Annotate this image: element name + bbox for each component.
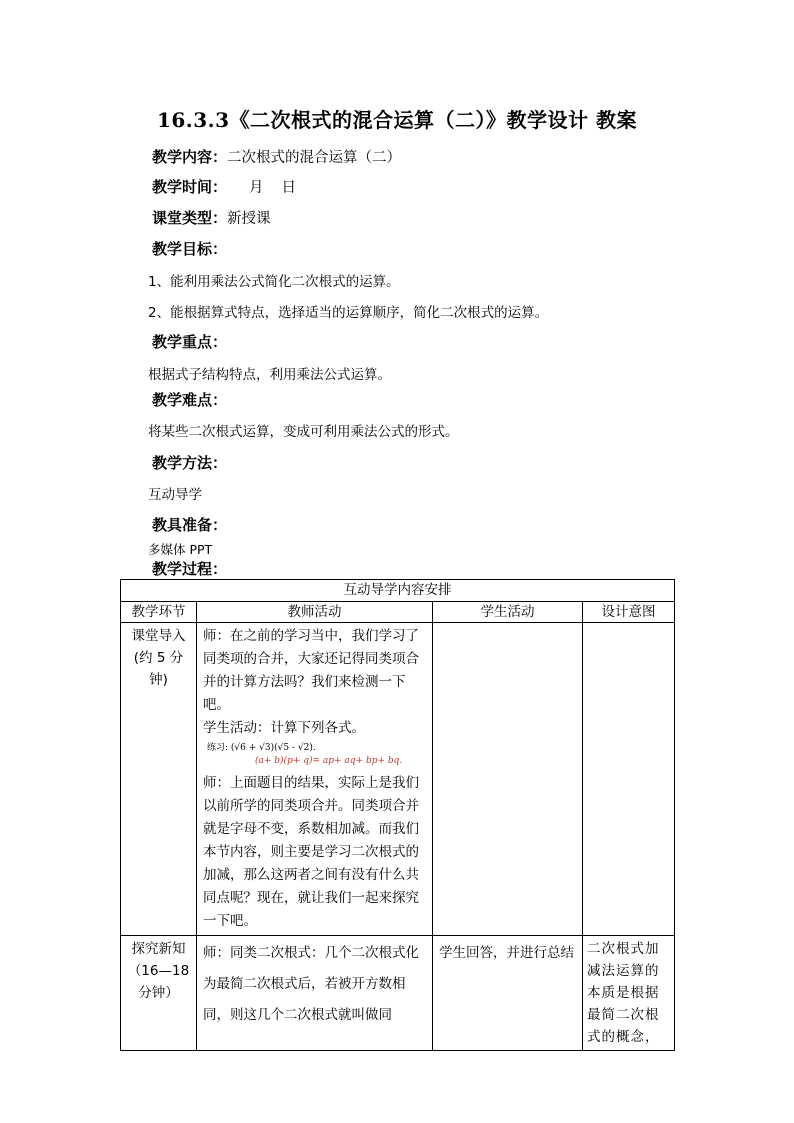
design-intent-cell <box>583 623 675 936</box>
table-row <box>121 623 675 936</box>
goals-heading: 教学目标： <box>152 240 228 258</box>
design-intent-cell: 二次根式加减法运算的本质是根据最简二次根式的概念， <box>583 936 675 1051</box>
methods-text: 互动导学 <box>148 487 202 503</box>
student-activity-cell: 学生回答，并进行总结 <box>433 936 583 1051</box>
time-label: 教学时间： <box>152 178 228 196</box>
stage-cell: 课堂导入(约 5 分钟) <box>121 623 197 936</box>
teacher-activity-cell: 师：同类二次根式：几个二次根式化为最简二次根式后，若被开方数相同，则这几个二次根式就叫做同 <box>197 936 433 1051</box>
class-type-line <box>152 207 271 228</box>
process-table <box>120 579 675 1051</box>
methods-heading: 教学方法： <box>152 454 228 472</box>
class-type-value: 新授课 <box>227 211 271 227</box>
stage-cell: 探究新知（16—18 分钟） <box>121 936 197 1051</box>
header-stage: 教学环节 <box>121 602 197 623</box>
table-row <box>121 936 675 1051</box>
goal-item-1: 1、能利用乘法公式简化二次根式的运算。 <box>148 274 400 290</box>
time-line <box>152 176 296 197</box>
difficulties-heading: 教学难点： <box>152 391 228 409</box>
time-month: 月 <box>249 180 264 196</box>
formula-label: 练习: <box>207 743 229 753</box>
practice-formula <box>207 742 426 768</box>
content-value: 二次根式的混合运算（二） <box>227 150 402 166</box>
key-points-heading: 教学重点： <box>152 333 228 351</box>
content-label: 教学内容： <box>152 148 228 166</box>
tools-heading: 教具准备： <box>152 516 228 534</box>
table-header-row <box>121 602 675 623</box>
table-caption: 互动导学内容安排 <box>121 580 675 602</box>
document-title: 16.3.3《二次根式的混合运算（二）》教学设计 教案 <box>156 108 638 132</box>
teacher-text-2: 学生活动：计算下列各式。 <box>203 720 365 736</box>
time-day: 日 <box>281 180 297 196</box>
class-type-label: 课堂类型： <box>152 209 228 227</box>
header-teacher: 教师活动 <box>197 602 433 623</box>
teacher-text-3: 师：上面题目的结果，实际上是我们以前所学的同类项合并。同类项合并就是字母不变，系数相加减。而我们本节内容，则主要是学习二次根式的加减，那么这两者之间有没有什么共同点呢？现在，就让我们一起来探究一下吧。 <box>203 775 419 929</box>
content-line <box>152 146 401 167</box>
difficulties-text: 将某些二次根式运算，变成可利用乘法公式的形式。 <box>148 424 459 440</box>
student-activity-cell <box>433 623 583 936</box>
tools-text: 多媒体 PPT <box>148 542 213 557</box>
process-heading: 教学过程： <box>152 560 228 578</box>
formula-expression: (√6 + √3)(√5 - √2). <box>230 743 316 753</box>
teacher-text-1: 师：在之前的学习当中，我们学习了同类项的合并，大家还记得同类项合并的计算方法吗？我们来检测一下吧。 <box>203 628 419 713</box>
teacher-activity-cell <box>197 623 433 936</box>
header-student: 学生活动 <box>433 602 583 623</box>
key-points-text: 根据式子结构特点，利用乘法公式运算。 <box>148 367 391 383</box>
header-intent: 设计意图 <box>583 602 675 623</box>
goal-item-2: 2、能根据算式特点，选择适当的运算顺序，简化二次根式的运算。 <box>148 305 549 321</box>
formula-identity: (a+ b)(p+ q)= ap+ aq+ bp+ bq. <box>255 756 403 766</box>
